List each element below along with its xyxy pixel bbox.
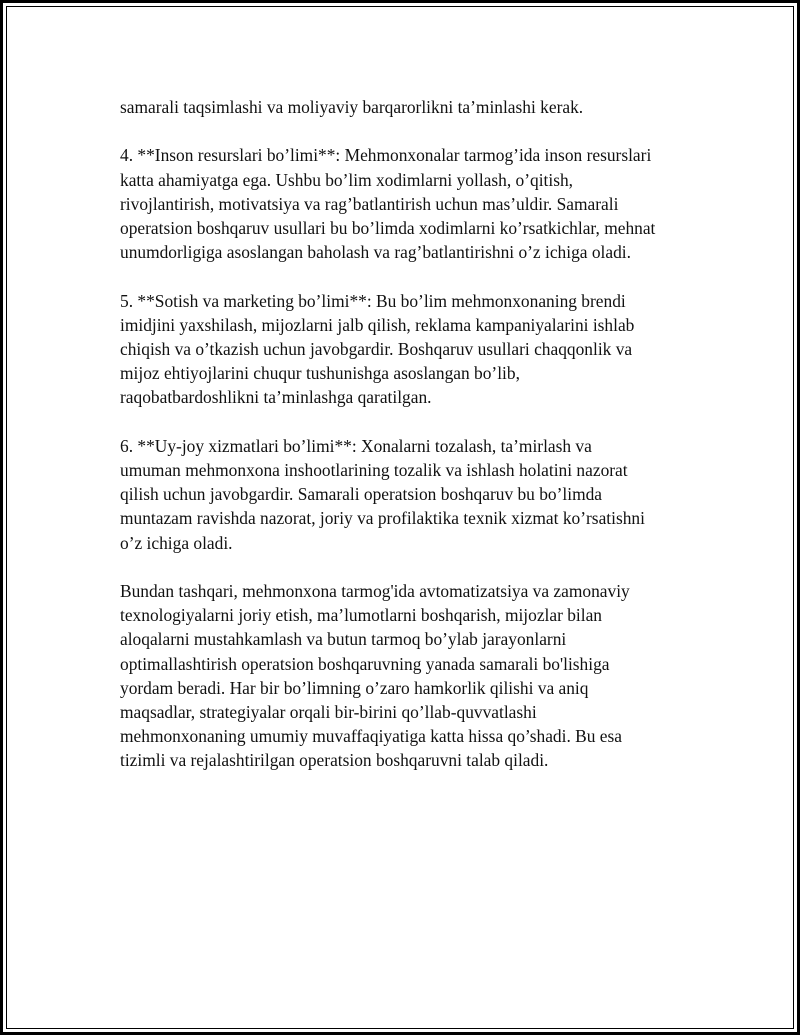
paragraph-conclusion: Bundan tashqari, mehmonxona tarmog'ida avtomatizatsiya va zamonaviy texnologiyalarni joriy etish, ma’lumotlarni boshqarish, mijozlar bilan aloqalarni mustahkamlash va butun tarmoq bo’ylab jarayonlarni optimallashtirish operatsion boshqaruvning yanada samarali bo'lishiga yordam beradi. Har bir bo’limning o’zaro hamkorlik qilishi va aniq maqsadlar, strategiyalar orqali bir-birini qo’llab-quvvatlashi mehmonxonaning umumiy muvaffaqiyatiga katta hissa qo’shadi. Bu esa tizimli va rejalashtirilgan operatsion boshqaruvni talab qiladi. [120, 581, 630, 771]
paragraph-housekeeping: 6. **Uy-joy xizmatlari bo’limi**: Xonalarni tozalash, ta’mirlash va umuman mehmonxona inshootlarining tozalik va ishlash holatini nazorat qilish uchun javobgardir. Samarali operatsion boshqaruv bu bo’limda muntazam ravishda nazorat, joriy va profilaktika texnik xizmat ko’rsatishni o’z ichiga oladi. [120, 435, 645, 553]
paragraph-human-resources: 4. **Inson resurslari bo’limi**: Mehmonxonalar tarmog’ida inson resurslari katta ahamiyatga ega. Ushbu bo’lim xodimlarni yollash, o’qitish, rivojlantirish, motivatsiya va rag’batlantirish uchun mas’uldir. Samarali operatsion boshqaruv usullari bu bo’limda xodimlarni ko’rsatkichlar, mehnat unumdorligiga asoslangan baholash va rag’batlantirishni o’z ichiga oladi. [120, 145, 656, 263]
document-body [120, 95, 700, 797]
paragraph-sales-marketing: 5. **Sotish va marketing bo’limi**: Bu bo’lim mehmonxonaning brendi imidjini yaxshilash, mijozlarni jalb qilish, reklama kampaniyalarini ishlab chiqish va o’tkazish uchun javobgardir. Boshqaruv usullari chaqqonlik va mijoz ehtiyojlarini chuqur tushunishga asoslangan bo’lib, raqobatbardoshlikni ta’minlashga qaratilgan. [120, 290, 635, 408]
paragraph-intro: samarali taqsimlashi va moliyaviy barqarorlikni ta’minlashi kerak. [120, 97, 584, 117]
